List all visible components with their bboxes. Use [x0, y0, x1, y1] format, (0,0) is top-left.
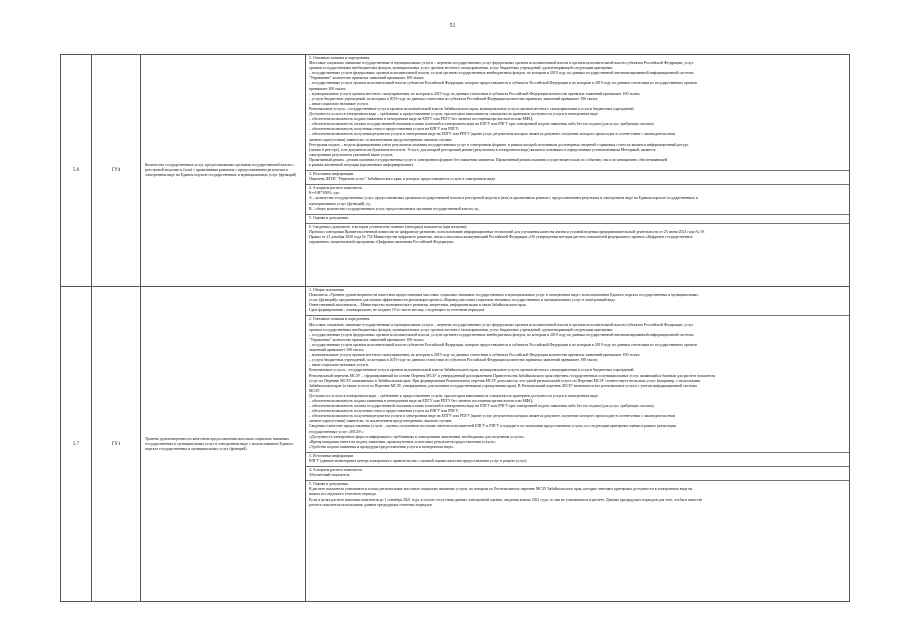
section-line: Протокол совещания Правительственной комиссии по цифровому развитию, использованию информационных технологий для улучшения качества жизни и условий ведения предпринимательской деятельности от 25 июня 2021 года № 19.	[309, 229, 705, 234]
section-line: личного присутствия) заявителю, за исключением предусмотренных законом случаев;	[309, 137, 453, 142]
section-line: (запись в реестре), а не документы на бумажном носителе. Услуга, для которой реестровый режим (результатом в электронном виде) является основным и определенным установленными Методикой, является	[309, 147, 656, 152]
section-line: Забайкальском крае (а также услуги по Перечню МСЗУ, утвержденные для оказания государственными учреждениями края). В Региональный перечень МСЗУ включаются все региональные услуги с учетом информационной системы	[309, 383, 698, 388]
section-line: Ответственный исполнитель – Министерство экономического развития, энергетики, информатизации и связи Забайкальского края.	[309, 303, 527, 308]
section-line: МСЗУ.	[309, 388, 320, 393]
section-line: Проактивный режим – режим оказания государственных услуг в электронном формате без заявления заявителя. Проактивный режим оказания осуществляется как по событию, так и по инициативе, обеспечивающей	[309, 157, 667, 162]
table-body	[61, 55, 850, 602]
methodology-section	[306, 287, 849, 316]
section-line: – услуги бюджетных учреждений, по которым в 2019 году по данным статистики из субъектов Российской Федерации количество принятых заявлений превышает 100 тысяч;	[309, 358, 598, 363]
row-number: 5.6	[61, 55, 92, 287]
section-line: В расчете показателя учитываются только региональные массовые социально значимые услуги, по которым по Региональному перечню МСЗУ Забайкальского края, которые отвечают критериям доступности в электронном виде на	[309, 487, 693, 492]
section-line: "Управление" количество принятых заявлений превышает 100 тысяч;	[309, 76, 425, 81]
row-code: ГУ1	[92, 287, 141, 602]
section-line: ЕПГУ (данные мониторинга центра электронного правительства с оценкой оценки качества предоставления услуг в разрезе услуг).	[309, 459, 528, 463]
section-line: начало исследуемого отчетного периода.	[309, 492, 377, 497]
section-line: – обеспечена возможность оплаты государственной пошлины и иных платежей в электронном виде на ЕПГУ или РПГУ при электронной подаче заявления либо без его подачи (для услуг, требующих оплаты);	[309, 122, 655, 127]
section-line: Массовые социально значимые государственные и муниципальные услуги – перечень государственных услуг федеральных органов исполнительной власти и органов исполнительной власти субъектов Российской Федерации, услуг	[309, 61, 694, 66]
section-line: Региональные услуги – государственные услуги органов исполнительной власти Забайкальского края, муниципальные услуги органов местного самоуправления и услуги бюджетных учреждений.	[309, 368, 635, 373]
section-line: – услуги бюджетных учреждений, по которым в 2019 году по данным статистики из субъектов Российской Федерации количество принятых заявлений превышает 100 тысяч;	[309, 96, 598, 101]
page-number: 51	[449, 23, 456, 29]
section-line: – муниципальные услуги органов местного самоуправления, по которым в 2019 году по данным статистики в субъектах Российской Федерации количество принятых заявлений превышает 100 тысяч;	[309, 353, 641, 358]
indicator-name: Количество государственных услуг, предоставляемых органами государственной власти с реестровой моделью и (или) с проактивным режимом с предоставлением результата в электронном виде на Едином портале государственных и муниципальных услуг (функций)	[141, 55, 306, 287]
section-line: «Доступность электронных форм и информации о требованиях к электронным заявлениям, необходимых для получения услуги»;	[309, 434, 525, 439]
section-line: Доступность услуги в электронном виде – требование к предоставлению услуги, при котором выполняются совокупность критериев доступности услуги в электронном виде:	[309, 112, 599, 117]
section-line: превышает 100 тысяч;	[309, 86, 347, 91]
methodology-section	[306, 467, 849, 481]
section-line: – обеспечена возможность подачи заявления в электронном виде на ЕПГУ или РПГУ без личного посещения органа власти или МФЦ;	[309, 398, 533, 403]
methodology-section	[306, 215, 849, 224]
section-line: – иные социально значимые услуги.	[309, 363, 369, 368]
section-line: – обеспечена возможность получения результата услуги в электронном виде на ЕПГУ или РПГУ (кроме услуг, результатом которых является документ, получение которого происходит в соответствии с законодательством	[309, 132, 676, 137]
section-line: Реестровая модель – модель формирования учёта результатов оказания государственных услуг в электронном формате, в рамках которой источником достоверных сведений о правовых статусах является информационный ресурс	[309, 142, 689, 147]
section-heading: 4. Алгоритм расчета показателя.	[309, 186, 363, 191]
section-line: Доступность услуги в электронном виде – требование к предоставлению услуги, при котором выполняются совокупность критериев доступности услуги в электронном виде:	[309, 393, 599, 398]
section-line: услуг по Перечню МСЗУ, оказываемых в Забайкальском крае. При формировании Регионального перечня МСЗУ допускается, что одной региональной услуге по Перечню МСЗУ соответствует несколько услуг (например, с несколькими	[309, 378, 701, 383]
section-line: Сведения о качестве предоставления услуги – оценка, полученная на основе ответов пользователей ЕПГУ и РПГУ в порядке и по окончании предоставления услуги, по следующим критериям оценки в рамках реализации	[309, 424, 676, 429]
methodology-cell	[306, 287, 850, 602]
section-line: Перечень ФГИС "Перечень услуг" Забайкальского края, в которых предоставляются услуги в электронном виде.	[309, 177, 496, 182]
section-line: A – количество государственных услуг, предоставляемых органами государственной власти в реестровой модели и (или) в проактивном режиме с предоставлением результата в электронном виде на Едином портале государственных и	[309, 196, 698, 201]
methodology-cell	[306, 55, 850, 287]
section-line: Массовые социально значимые государственные и муниципальные услуги – перечень государственных услуг федеральных органов исполнительной власти и органов исполнительной власти субъектов Российской Федерации, услуг	[309, 322, 694, 327]
methodology-section	[306, 316, 849, 452]
section-line: "Управление" количество принятых заявлений превышает 100 тысяч;	[309, 337, 425, 342]
section-line: – обеспечена возможность подачи заявления в электронном виде на ЕПГУ или РПГУ без личного посещения органа власти или МФЦ;	[309, 117, 533, 122]
row-number: 5.7	[61, 287, 92, 602]
section-line: – иные социально значимые услуги.	[309, 101, 369, 106]
methodology-section	[306, 224, 849, 247]
section-line: управление» национальной программы «Цифровая экономика Российской Федерации».	[309, 240, 455, 245]
section-line: Если в целях расчета значения показателя до 1 сентября 2021 года, в случае отсутствия данных электронной оценки, сведения взятые 2021 года, то они не учитываются в расчете. Данные предыдущих периодов для того, чтобы в качестве	[309, 497, 703, 502]
section-heading: 2. Основные понятия и определения.	[309, 317, 371, 322]
section-line: «Время ожидания ответа на подачу заявления, промежуточных и итоговых результатов предоставления услуги»;	[309, 439, 496, 444]
section-line: Региональные услуги – государственные услуги органов исполнительной власти Забайкальского края, муниципальные услуги органов местного самоуправления и услуги бюджетных учреждений.	[309, 106, 635, 111]
section-line: Абсолютный показатель.	[309, 473, 351, 478]
methodology-section	[306, 185, 849, 214]
methodology-section	[306, 453, 849, 467]
section-heading: 5. Оценка и допущения.	[309, 215, 349, 220]
section-line: – обеспечена возможность получения статуса предоставления услуги на ЕПГУ или РПГУ;	[309, 409, 460, 414]
section-line: Приказ от 21 декабря 2020 года № 752 Министерства цифрового развития, связи и массовых коммуникаций Российской Федерации «Об утверждении методик расчета показателей федерального проекта «Цифровое государственное	[309, 235, 693, 239]
section-heading: 3. Источники информации.	[309, 453, 354, 458]
section-line: муниципальных услуг (функций), ед.	[309, 201, 371, 206]
section-line: личного присутствия) заявителю, за исключением предусмотренных законом случаев;	[309, 419, 453, 424]
indicator-table	[60, 54, 850, 602]
section-line: заявлений превышает 100 тысяч;	[309, 348, 364, 353]
section-line: услуг (функций)» предназначен для оценки эффективности реализации проекта «Перевод массовых социально значимых государственных и муниципальных услуг в электронный вид».	[309, 298, 617, 303]
section-line: Региональный перечень МСЗУ – сформированный на основе Перечня МСЗУ и утвержденный распоряжением Правительства Забайкальского края перечень государственных и муниципальных услуг, являющийся базовым для расчета показателя	[309, 373, 716, 378]
section-line: B – общее количество государственных услуг, предоставляемых органами государственной власти, ед.	[309, 206, 480, 211]
section-heading: 2. Основные понятия и определения.	[309, 56, 371, 60]
section-heading: 6. Сведения о документе, в котором установлено понятие (методика) показателя (при наличии).	[309, 224, 468, 229]
section-line: – государственные услуги органов исполнительной власти субъектов Российской Федерации, которые предоставляются в субъектах Российской Федерации и по которым в 2019 году по данным статистики из государственных органов	[309, 342, 698, 347]
section-line: «Удобство подачи заявления и процедуры предоставления услуги в электронном виде».	[309, 444, 455, 449]
section-line: электронным результатом указанной выше услуги;	[309, 152, 394, 157]
section-line: – государственные услуги органов исполнительной власти субъектов Российской Федерации, которые предоставляются в субъектах Российской Федерации и по которым в 2019 году по данным статистики из государственных органов	[309, 81, 698, 86]
methodology-section	[306, 55, 849, 171]
table-row	[61, 287, 850, 602]
indicator-name: Уровень удовлетворенности качеством предоставления массовых социально значимых государственных и муниципальных услуг в электронном виде с использованием Единого портала государственных и муниципальных услуг (функций)	[141, 287, 306, 602]
section-heading: 3. Источники информации.	[309, 172, 354, 177]
section-line: органов государственных внебюджетных фондов, муниципальных услуг органов местного самоуправления, услуг бюджетных учреждений, удовлетворяющий следующим критериям:	[309, 327, 613, 332]
section-heading: 4. Алгоритм расчета показателя.	[309, 468, 363, 473]
section-line: в рамках жизненной ситуации (проактивное информирование).	[309, 162, 414, 167]
row-code: ГУ4	[92, 55, 141, 287]
section-line: – обеспечена возможность оплаты государственной пошлины и иных платежей в электронном виде на ЕПГУ или РПГУ при электронной подаче заявления либо без его подачи (для услуг, требующих оплаты);	[309, 404, 655, 409]
section-line: государственных услуг «МСЗУ»:	[309, 429, 364, 434]
methodology-section	[306, 171, 849, 185]
section-heading: 1. Общие положения.	[309, 288, 345, 292]
section-line: – государственные услуги федеральных органов исполнительной власти, услуги органов государственных внебюджетных фондов, по которым в 2019 году по данным государственной автоматизированной информационной системы	[309, 332, 694, 337]
section-heading: 5. Оценка и допущения.	[309, 482, 349, 487]
section-line: K=A/B*100%, где:	[309, 191, 340, 196]
methodology-section	[306, 481, 849, 509]
section-line: органов государственных внебюджетных фондов, муниципальных услуг органов местного самоуправления, услуг бюджетных учреждений, удовлетворяющий следующим критериям:	[309, 66, 613, 71]
table-row	[61, 55, 850, 287]
section-line: Показатель «Уровень удовлетворенности качеством предоставления массовых социально значимых государственных и муниципальных услуг в электронном виде с использованием Единого портала государственных и муниципальных	[309, 293, 699, 298]
section-line: – государственные услуги федеральных органов исполнительной власти, услуги органов государственных внебюджетных фондов, по которым в 2019 году по данным государственной автоматизированной информационной системы	[309, 71, 694, 76]
section-line: – муниципальные услуги органов местного самоуправления, по которым в 2019 году по данным статистики в субъектах Российской Федерации количество принятых заявлений превышает 100 тысяч;	[309, 91, 641, 96]
section-line: – обеспечена возможность получения статуса предоставления услуги на ЕПГУ или РПГУ;	[309, 127, 460, 132]
section-line: расчета показателя использовать данные предыдущих отчетных периодов.	[309, 502, 433, 507]
section-line: – обеспечена возможность получения результата услуги в электронном виде на ЕПГУ или РПГУ (кроме услуг, результатом которых является документ, получение которого происходит в соответствии с законодательством	[309, 414, 676, 419]
section-line: Срок формирования – ежеквартально, не позднее 15-го числа месяца, следующего за отчетным периодом.	[309, 308, 486, 313]
